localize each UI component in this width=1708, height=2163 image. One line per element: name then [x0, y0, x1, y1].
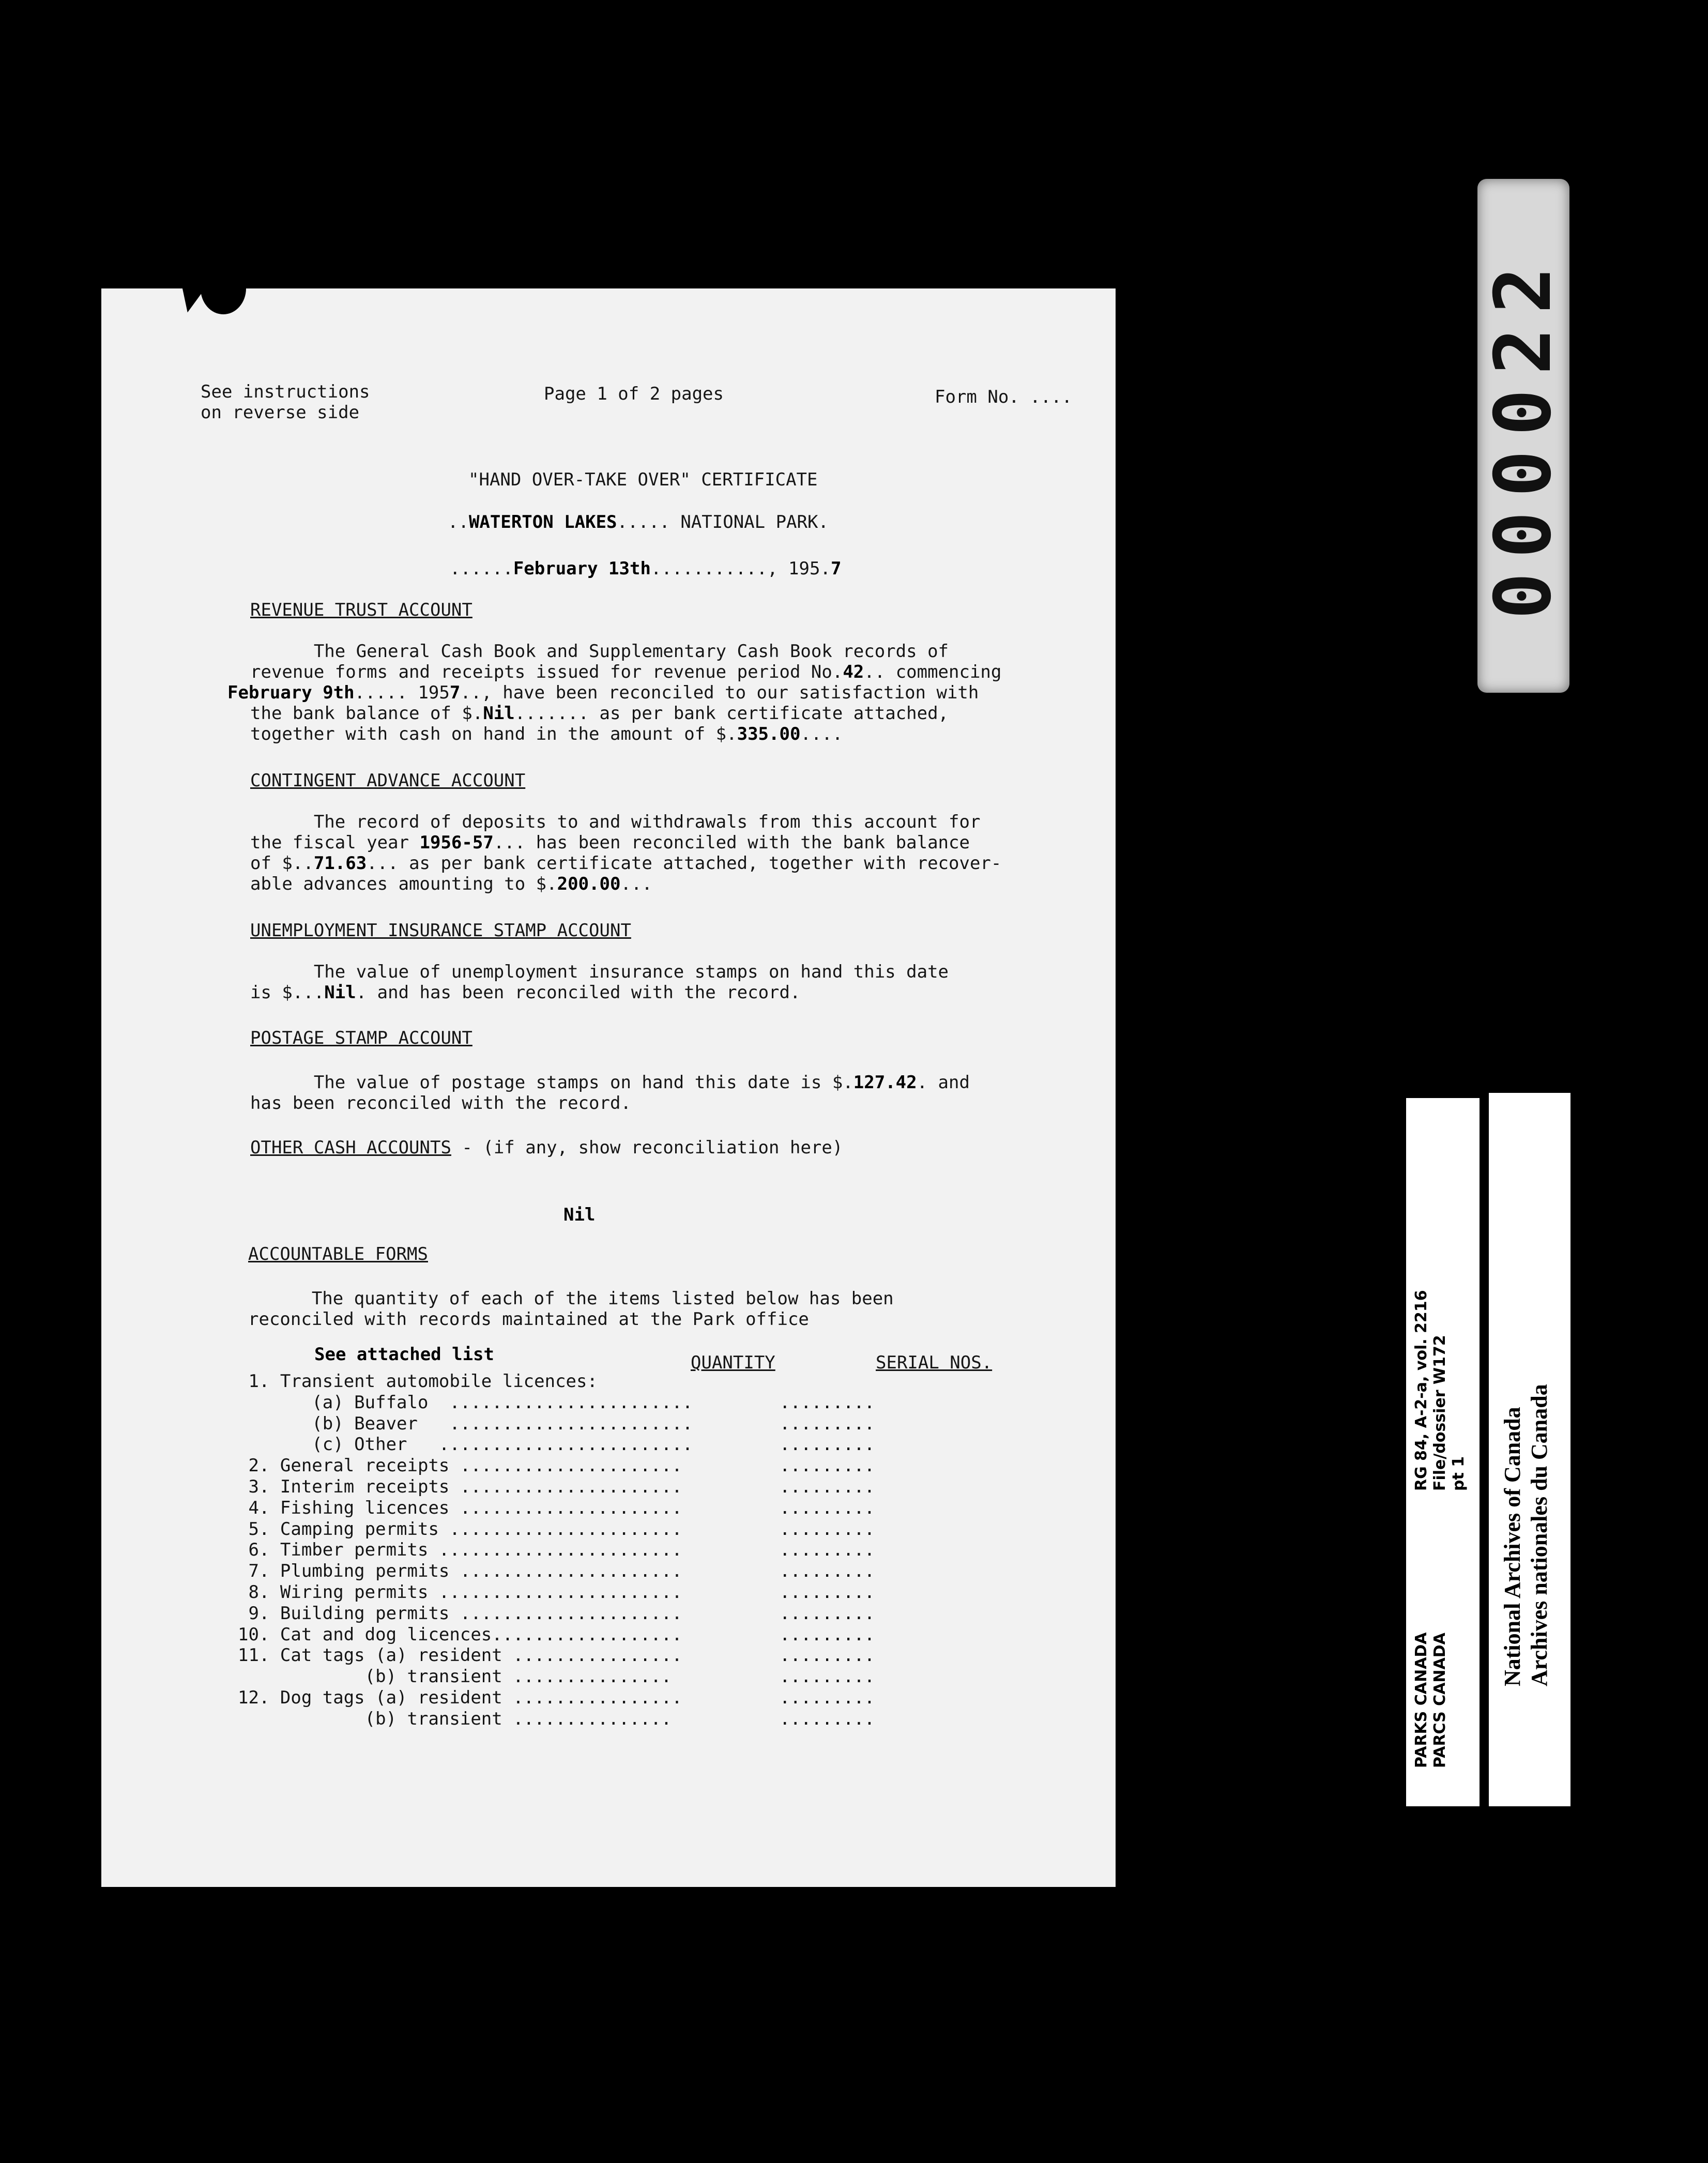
- instructions-note: See instructions on reverse side: [201, 382, 370, 423]
- form-item-quantity: .........: [780, 1624, 875, 1645]
- contingent-line-1: The record of deposits to and withdrawals from this account for: [250, 812, 981, 832]
- form-item-row: (b) transient ...............: [238, 1708, 672, 1729]
- form-item-quantity: .........: [780, 1582, 875, 1603]
- quantity-column-header: QUANTITY: [691, 1352, 775, 1373]
- contingent-line-3: of $..71.63... as per bank certificate attached, together with recover-: [250, 853, 1002, 874]
- form-item-row: (a) Buffalo .......................: [238, 1392, 693, 1413]
- contingent-heading: CONTINGENT ADVANCE ACCOUNT: [250, 770, 526, 791]
- postage-line-2: has been reconciled with the record.: [250, 1093, 631, 1114]
- park-line: ..WATERTON LAKES..... NATIONAL PARK.: [448, 512, 829, 532]
- form-item-row: 8. Wiring permits .......................: [238, 1582, 682, 1603]
- form-item-quantity: .........: [780, 1455, 875, 1476]
- forms-line-1: The quantity of each of the items listed below has been: [248, 1288, 894, 1309]
- form-item-row: 1. Transient automobile licences:: [238, 1371, 598, 1392]
- contingent-line-4: able advances amounting to $.200.00...: [250, 874, 652, 894]
- form-item-row: 9. Building permits .....................: [238, 1603, 682, 1624]
- revenue-line-4: the bank balance of $.Nil....... as per bank certificate attached,: [250, 703, 949, 724]
- revenue-line-3: February 9th..... 1957.., have been reconciled to our satisfaction with: [227, 682, 979, 703]
- other-line: OTHER CASH ACCOUNTS - (if any, show reconciliation here): [250, 1137, 843, 1158]
- uis-heading: UNEMPLOYMENT INSURANCE STAMP ACCOUNT: [250, 920, 631, 941]
- form-item-row: (c) Other ........................: [238, 1434, 693, 1455]
- form-item-row: (b) transient ...............: [238, 1666, 672, 1687]
- form-item-row: 4. Fishing licences .....................: [238, 1497, 682, 1518]
- see-attached-note: See attached list: [314, 1344, 494, 1365]
- form-item-row: 12. Dog tags (a) resident ................: [238, 1687, 682, 1708]
- forms-line-2: reconciled with records maintained at the Park office: [248, 1309, 809, 1330]
- film-frame-number: 000022: [1477, 179, 1569, 693]
- form-item-quantity: .........: [780, 1666, 875, 1687]
- torn-corner-hole: [201, 263, 246, 314]
- form-item-row: 2. General receipts .....................: [238, 1455, 682, 1476]
- form-item-row: (b) Beaver .......................: [238, 1413, 693, 1434]
- postage-line-1: The value of postage stamps on hand this date is $.127.42. and: [250, 1072, 970, 1093]
- archives-label: [1489, 1093, 1570, 1806]
- form-item-row: 6. Timber permits .......................: [238, 1540, 682, 1561]
- revenue-line-2: revenue forms and receipts issued for revenue period No.42.. commencing: [250, 662, 1002, 682]
- form-item-quantity: .........: [780, 1413, 875, 1434]
- other-value: Nil: [563, 1205, 596, 1225]
- serial-column-header: SERIAL NOS.: [876, 1352, 993, 1373]
- other-heading: OTHER CASH ACCOUNTS: [250, 1137, 451, 1158]
- form-item-row: 3. Interim receipts .....................: [238, 1476, 682, 1497]
- form-item-row: 11. Cat tags (a) resident ................: [238, 1645, 682, 1666]
- revenue-line-1: The General Cash Book and Supplementary Cash Book records of: [250, 641, 949, 662]
- form-item-quantity: .........: [780, 1687, 875, 1708]
- form-item-quantity: .........: [780, 1518, 875, 1540]
- reference-number: RG 84, A-2-a, vol. 2216 File/dossier W172 pt 1: [1412, 1290, 1468, 1491]
- form-item-quantity: .........: [780, 1497, 875, 1518]
- form-item-row: 10. Cat and dog licences..................: [238, 1624, 682, 1645]
- forms-heading: ACCOUNTABLE FORMS: [248, 1244, 428, 1265]
- form-item-quantity: .........: [780, 1476, 875, 1497]
- page-indicator: Page 1 of 2 pages: [544, 384, 724, 404]
- form-item-row: 5. Camping permits ......................: [238, 1518, 682, 1540]
- postage-heading: POSTAGE STAMP ACCOUNT: [250, 1028, 472, 1048]
- certificate-date: February 13th: [513, 558, 651, 579]
- archives-name: National Archives of Canada Archives nationales du Canada: [1500, 1384, 1552, 1686]
- revenue-heading: REVENUE TRUST ACCOUNT: [250, 600, 472, 620]
- date-line: ......February 13th..........., 195.7: [450, 558, 842, 579]
- form-item-quantity: .........: [780, 1434, 875, 1455]
- form-item-quantity: .........: [780, 1540, 875, 1561]
- form-number: Form No. ....: [935, 387, 1073, 407]
- form-item-quantity: .........: [780, 1708, 875, 1729]
- contingent-line-2: the fiscal year 1956-57... has been reconciled with the bank balance: [250, 832, 970, 853]
- reference-label: [1406, 1098, 1480, 1806]
- form-item-quantity: .........: [780, 1603, 875, 1624]
- certificate-title: "HAND OVER-TAKE OVER" CERTIFICATE: [468, 469, 818, 490]
- form-item-quantity: .........: [780, 1645, 875, 1666]
- form-item-quantity: .........: [780, 1561, 875, 1582]
- form-item-row: 7. Plumbing permits .....................: [238, 1561, 682, 1582]
- uis-line-2: is $...Nil. and has been reconciled with the record.: [250, 982, 801, 1003]
- form-item-quantity: .........: [780, 1392, 875, 1413]
- parks-label: PARKS CANADA PARCS CANADA: [1412, 1632, 1449, 1768]
- revenue-line-5: together with cash on hand in the amount of $.335.00....: [250, 724, 843, 744]
- park-name: WATERTON LAKES: [468, 512, 617, 532]
- uis-line-1: The value of unemployment insurance stamps on hand this date: [250, 962, 949, 982]
